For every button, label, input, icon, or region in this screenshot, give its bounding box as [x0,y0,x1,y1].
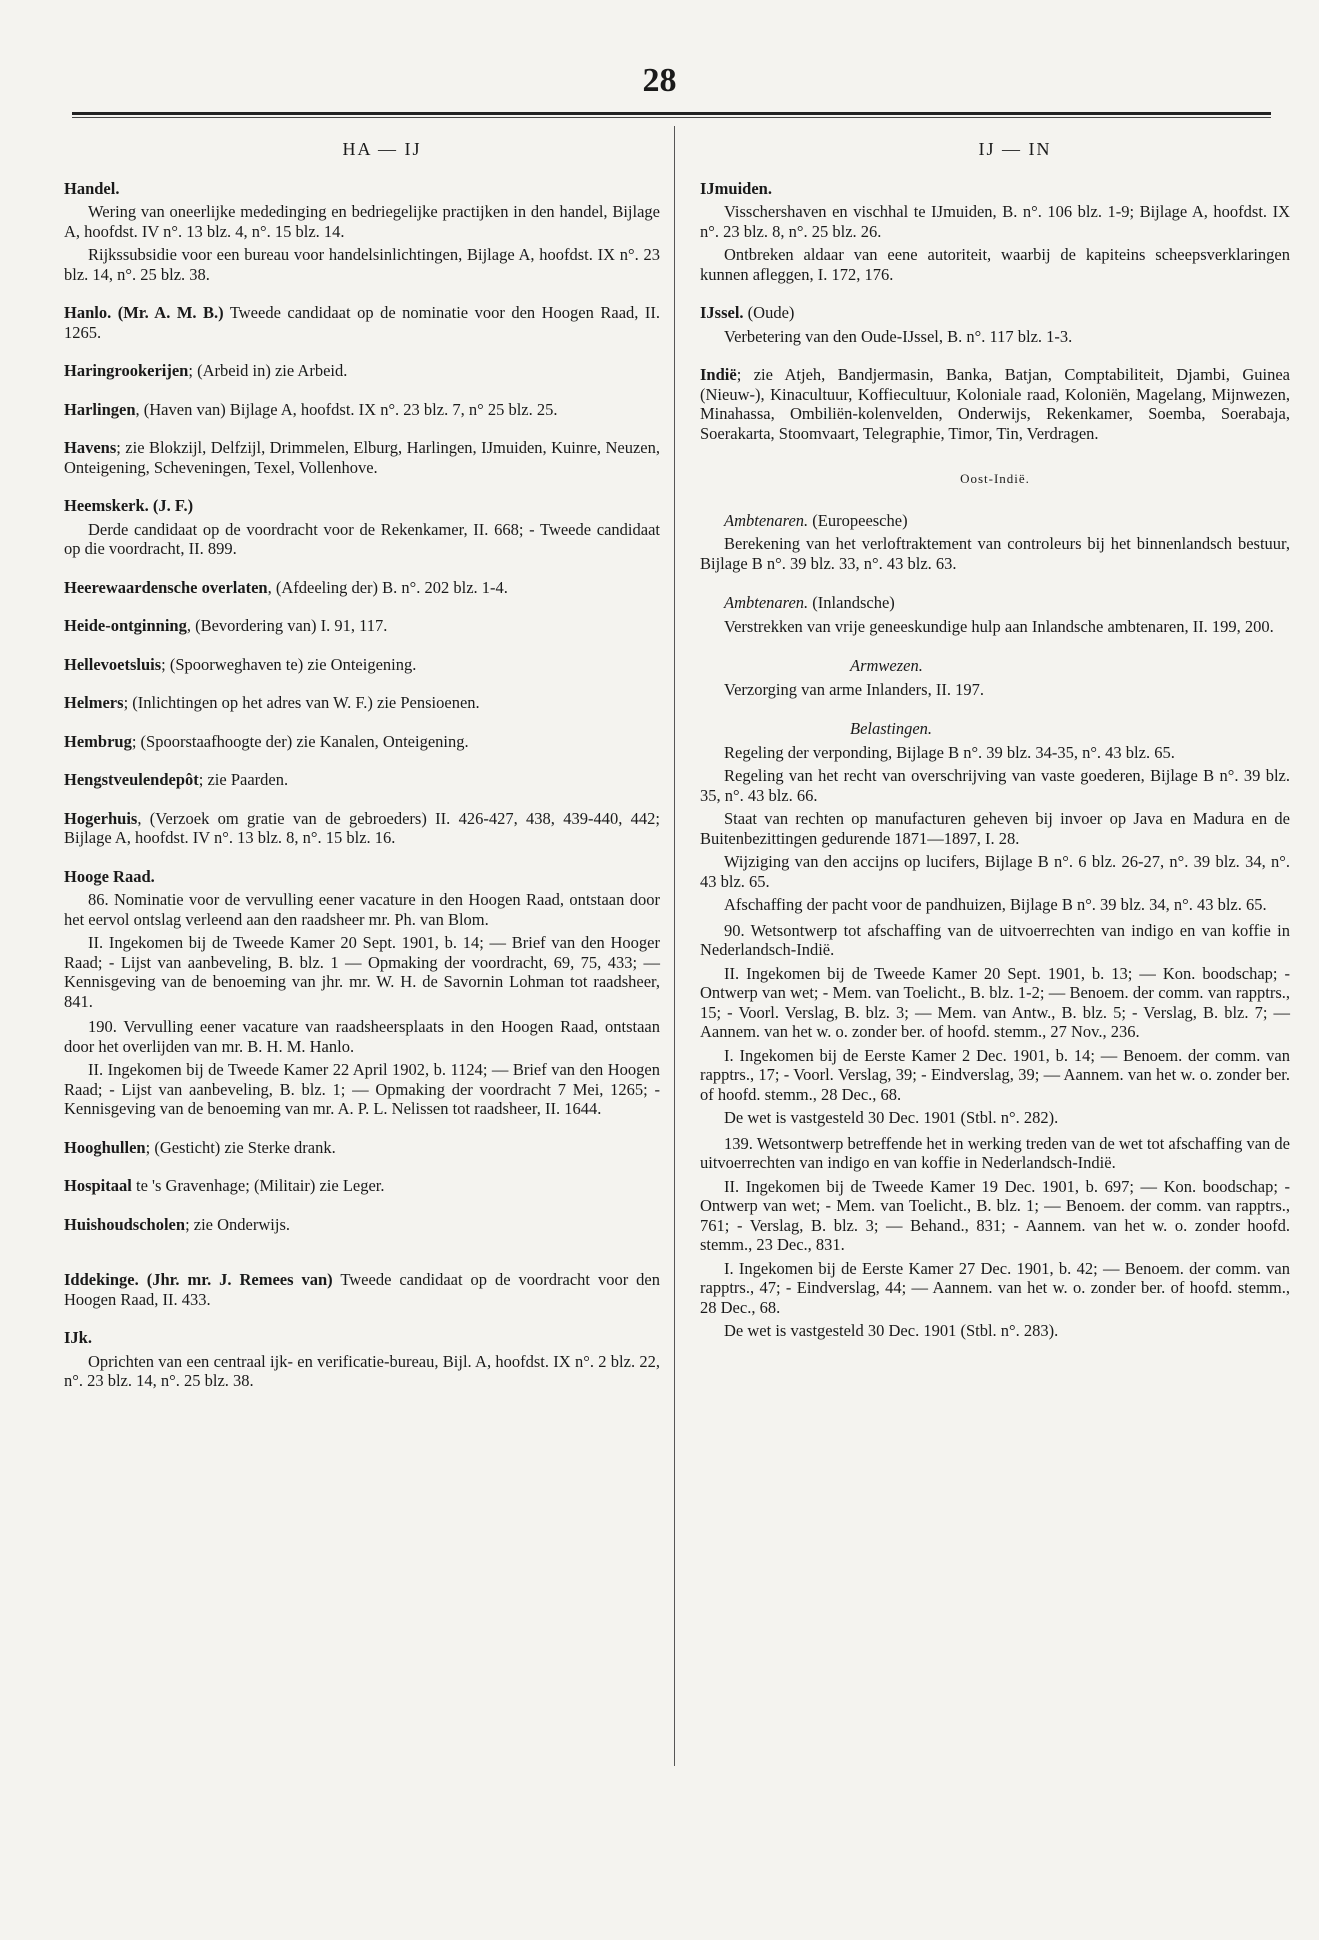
entry-text: II. Ingekomen bij de Tweede Kamer 22 April 1902, b. 1124; — Brief van den Hoogen Raad; - Lijst van aanbeveling, B. blz. 1; — Opmaking der voordracht 7 Mei, 1265; - Kennisgeving van de benoeming van mr. A. P. L. Nelissen tot raadsheer, II. 1644. [64,1060,660,1118]
entry-text: Staat van rechten op manufacturen geheven bij invoer op Java en Madura en de Buitenbezittingen gedurende 1871—1897, I. 28. [700,809,1290,848]
entry-text: , (Bevordering van) I. 91, 117. [186,616,388,635]
entry-heading: IJssel. [700,303,744,322]
category-heading [850,656,1290,676]
entry-text: Tweede candidaat op de nominatie voor den Hoogen Raad, II. 1265. [64,303,661,342]
entry-heading: Heerewaardensche overlaten [64,577,268,597]
entry-heading: Hooge Raad. [64,866,155,886]
entry-text: Ontbreken aldaar van eene autoriteit, waarbij de kapiteins scheepsverklaringen kunnen afleggen, I. 172, 176. [700,245,1290,284]
entry-text: Visschershaven en vischhal te IJmuiden, B. n°. 106 blz. 1-9; Bijlage A, hoofdst. IX n°. 23 blz. 8, n°. 25 blz. 26. [700,202,1290,241]
entry-heading: Huishoudscholen [64,1214,186,1234]
index-entry [64,809,660,848]
entry-text: Verbetering van den Oude-IJssel, B. n°. 117 blz. 1-3. [724,326,1073,346]
entry-text: Derde candidaat op de voordracht voor de Rekenkamer, II. 668; - Tweede candidaat op die voordracht, II. 899. [64,519,660,558]
header-rule [72,112,1271,115]
page-number: 28 [642,62,677,99]
left-column-header: HA — IJ [342,139,422,159]
entry-text: , (Haven van) Bijlage A, hoofdst. IX n°. 23 blz. 7, n° 25 blz. 25. [135,399,558,419]
entry-heading: Hospitaal [64,1176,132,1195]
entry-heading: Indië [700,365,737,384]
entry-text: ; (Inlichtingen op het adres van W. F.) zie Pensioenen. [123,693,480,712]
entry-heading: Hogerhuis [64,808,138,828]
entry-text: ; (Spoorstaafhoogte der) zie Kanalen, Onteigening. [131,731,469,751]
entry-text: 139. Wetsontwerp betreffende het in werking treden van de wet tot afschaffing van de uitvoerrechten van indigo en van koffie in Nederlandsch-Indië. [700,1133,1290,1172]
entry-text: ; (Gesticht) zie Sterke drank. [145,1137,336,1157]
entry-heading: Heide-ontginning [64,616,187,635]
entry-text: 90. Wetsontwerp tot afschaffing van de uitvoerrechten van indigo en van koffie in Nederlandsch-Indië. [700,920,1290,959]
entry-heading: Heemskerk. (J. F.) [64,496,194,515]
category-qualifier: (Inlandsche) [808,593,895,612]
entry-text: II. Ingekomen bij de Tweede Kamer 20 Sept. 1901, b. 13; — Kon. boodschap; - Ontwerp van wet; - Mem. van Toelicht., B. blz. 1-2; — Benoem. der comm. van rapptrs., 15; - Voorl. Verslag, B. blz. 3; — Mem. van Antw., B. blz. 5; - Verslag, B. blz. 7; — Aannem. van het w. o. zonder ber. of hoofd. stemm., 27 Nov., 236. [700,963,1290,1041]
entry-text: ; (Arbeid in) zie Arbeid. [188,361,348,380]
entry-text: Rijkssubsidie voor een bureau voor handelsinlichtingen, Bijlage A, hoofdst. IX n°. 23 blz. 14, n°. 25 blz. 38. [64,245,660,284]
index-entry [64,303,660,342]
entry-text: te 's Gravenhage; (Militair) zie Leger. [131,1176,385,1195]
category-label: Armwezen. [850,656,923,675]
entry-heading: Hengstveulendepôt [64,770,199,789]
entry-heading: Hellevoetsluis [64,654,162,674]
index-entry [64,655,660,675]
index-entry [64,1270,660,1309]
entry-text: Wering van oneerlijke mededinging en bedriegelijke practijken in den handel, Bijlage A, hoofdst. IV n°. 13 blz. 4, n°. 15 blz. 14. [64,202,660,241]
entry-text: II. Ingekomen bij de Tweede Kamer 19 Dec. 1901, b. 697; — Kon. boodschap; - Ontwerp van wet; - Mem. van Toelicht., B. blz. 1; — Benoem. der comm. van rapptrs., 761; - Verslag, B. blz. 3; — Behand., 831; - Aannem. van het w. o. zonder hoofd. stemm., 23 Dec., 831. [700,1176,1290,1254]
entry-text: , (Afdeeling der) B. n°. 202 blz. 1-4. [267,577,508,597]
entry-heading: Hooghullen [64,1137,146,1157]
entry-heading: Hembrug [64,731,132,751]
index-entry [64,578,660,598]
index-entry [64,693,660,713]
column-divider [674,126,675,1766]
entry-text: Regeling der verponding, Bijlage B n°. 39 blz. 34-35, n°. 43 blz. 65. [724,742,1175,762]
entry-text: Oprichten van een centraal ijk- en verificatie-bureau, Bijl. A, hoofdst. IX n°. 2 blz. 22, n°. 23 blz. 14, n°. 25 blz. 38. [64,1351,660,1390]
index-entry [64,1328,660,1391]
entry-heading: IJk. [64,1328,92,1347]
index-entry [64,438,660,477]
entry-text: Afschaffing der pacht voor de pandhuizen, Bijlage B n°. 39 blz. 34, n°. 43 blz. 65. [724,895,1267,914]
entry-text: Wijziging van den accijns op lucifers, Bijlage B n°. 6 blz. 26-27, n°. 39 blz. 34, n°. 43 blz. 65. [700,852,1290,891]
entry-heading: IJmuiden. [700,178,772,198]
index-entry [64,867,660,1119]
entry-text: 86. Nominatie voor de vervulling eener vacature in den Hoogen Raad, ontstaan door het eervol ontslag verleend aan den raadsheer mr. Ph. van Blom. [64,890,660,929]
entry-text: (Oude) [743,303,795,322]
left-column [64,140,660,1391]
entry-text: Verstrekken van vrije geneeskundige hulp aan Inlandsche ambtenaren, II. 199, 200. [724,616,1274,636]
entry-text: De wet is vastgesteld 30 Dec. 1901 (Stbl. n°. 283). [724,1321,1059,1340]
entry-heading: Helmers [64,693,124,712]
entry-text: Verzorging van arme Inlanders, II. 197. [724,679,984,699]
entry-text: Berekening van het verloftraktement van controleurs bij het binnenlandsch bestuur, Bijlage B n°. 39 blz. 33, n°. 43 blz. 63. [700,534,1290,573]
entry-text: II. Ingekomen bij de Tweede Kamer 20 Sept. 1901, b. 14; — Brief van den Hooger Raad; - Lijst van aanbeveling, B. blz. 1 — Opmaking der voordracht, 69, 75, 433; — Kennisgeving van de benoeming van jhr. mr. W. H. de Savornin Lohman tot raadsheer, 841. [64,933,660,1011]
entry-text: ; zie Paarden. [198,770,289,789]
index-entry [64,361,660,381]
index-entry [64,1176,660,1196]
index-entry [64,732,660,752]
index-entry [64,1215,660,1235]
index-entry [700,179,1290,285]
right-column-header: IJ — IN [978,139,1052,159]
entry-text: ; zie Atjeh, Bandjermasin, Banka, Batjan, Comptabiliteit, Djambi, Guinea (Nieuw-), Kinacultuur, Koffiecultuur, Koloniale raad, Koloniën, Magelang, Mijnwezen, Minahassa, Ombiliën-kolenvelden, Onderwijs, Rekenkamer, Soemba, Soerabaja, Soerakarta, Stoomvaart, Telegraphie, Timor, Tin, Verdragen. [700,365,1290,443]
section-subheader: Oost-Indië. [960,471,1030,486]
index-entry [64,496,660,559]
entry-text: , (Verzoek om gratie van de gebroeders) II. 426-427, 438, 439-440, 442; Bijlage A, hoofdst. IV n°. 13 blz. 8, n°. 15 blz. 16. [64,808,660,847]
index-entry [64,770,660,790]
entry-heading: Iddekinge. (Jhr. mr. J. Remees van) [64,1270,333,1289]
category-heading [850,719,1290,739]
category-heading [724,593,1290,613]
category-label: Ambtenaren. [724,593,809,612]
entry-text: ; (Spoorweghaven te) zie Onteigening. [161,654,417,674]
right-column [700,140,1290,1341]
header-rule-thin [72,117,1271,118]
entry-heading: Havens [64,438,117,457]
index-entry [64,616,660,636]
index-entry [700,365,1290,443]
entry-heading: Hanlo. (Mr. A. M. B.) [64,303,224,322]
index-entry [64,179,660,285]
entry-text: I. Ingekomen bij de Eerste Kamer 27 Dec. 1901, b. 42; — Benoem. der comm. van rapptrs., 47; - Eindverslag, 44; — Aannem. van het w. o. zonder ber. of hoofd. stemm., 28 Dec., 68. [700,1258,1290,1317]
entry-text: De wet is vastgesteld 30 Dec. 1901 (Stbl. n°. 282). [724,1108,1059,1127]
index-entry [64,1138,660,1158]
entry-text: I. Ingekomen bij de Eerste Kamer 2 Dec. 1901, b. 14; — Benoem. der comm. van rapptrs., 17; - Voorl. Verslag, 39; - Eindverslag, 39; — Aannem. van het w. o. zonder ber. of hoofd. stemm., 28 Dec., 68. [700,1045,1290,1104]
entry-text: 190. Vervulling eener vacature van raadsheersplaats in den Hoogen Raad, ontstaan door het overlijden van mr. B. H. M. Hanlo. [64,1017,660,1056]
entry-text: ; zie Blokzijl, Delfzijl, Drimmelen, Elburg, Harlingen, IJmuiden, Kuinre, Neuzen, Onteigening, Scheveningen, Texel, Vollenhove. [64,438,660,477]
category-label: Belastingen. [850,719,933,738]
index-entry [64,400,660,420]
entry-heading: Handel. [64,178,120,198]
category-heading [724,511,1290,531]
entry-text: Regeling van het recht van overschrijving van vaste goederen, Bijlage B n°. 39 blz. 35, n°. 43 blz. 66. [700,766,1290,805]
entry-text: Tweede candidaat op de voordracht voor den Hoogen Raad, II. 433. [64,1270,660,1309]
entry-text: ; zie Onderwijs. [185,1214,290,1234]
entry-heading: Harlingen [64,399,136,419]
index-entry [700,303,1290,346]
category-qualifier: (Europeesche) [808,510,908,530]
category-label: Ambtenaren. [724,510,809,530]
entry-heading: Haringrookerijen [64,361,189,380]
